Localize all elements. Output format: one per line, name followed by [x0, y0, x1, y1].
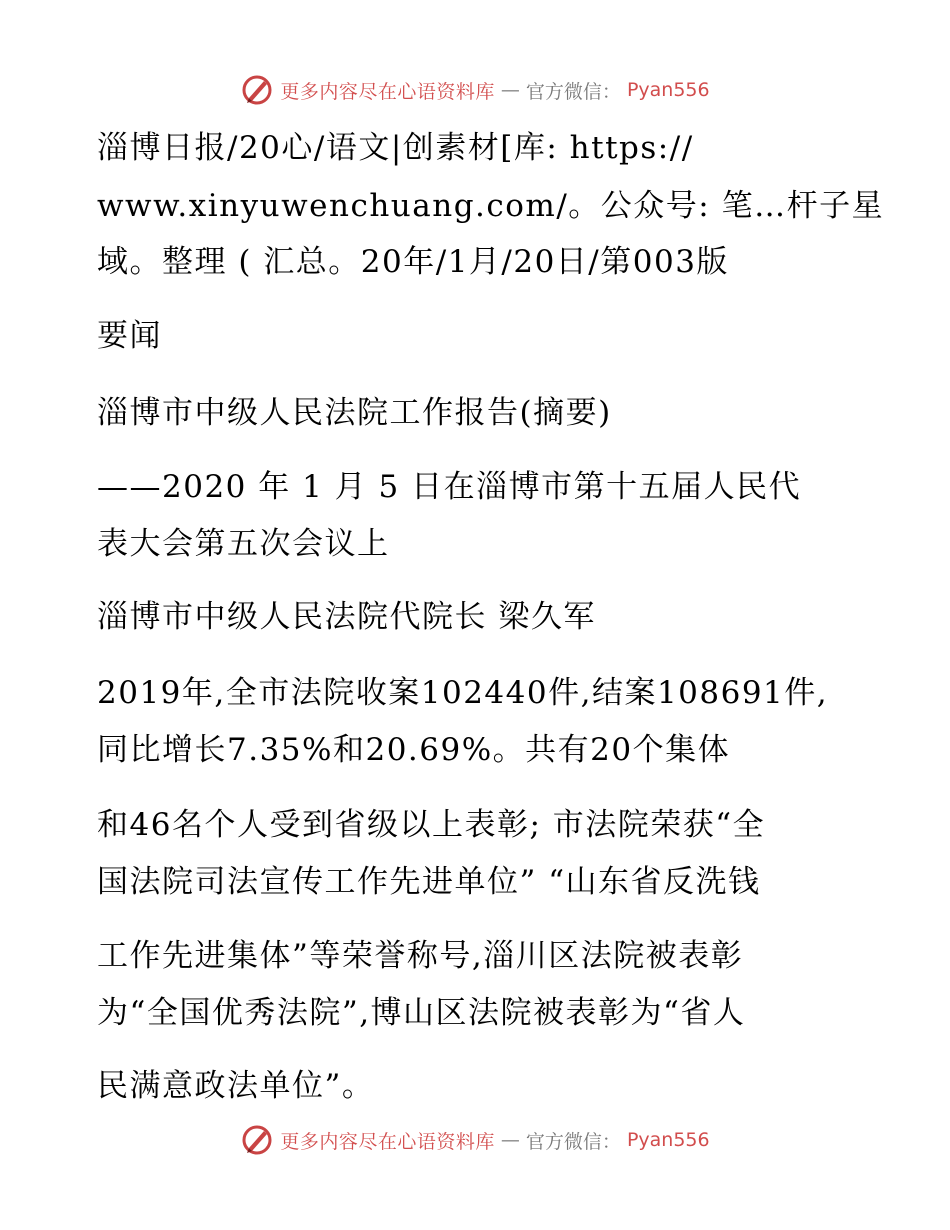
footer-watermark-banner [0, 1120, 950, 1160]
watermark-account: Pyan556 [626, 1129, 710, 1151]
text-line: 淄博日报/20心/语文|创素材[库: https:// [97, 130, 694, 166]
text-line: 2019年,全市法院收案102440件,结案108691件, [97, 675, 829, 711]
text-line: 民满意政法单位”。 [97, 1068, 375, 1104]
author-line: 淄博市中级人民法院代院长 梁久军 [97, 599, 596, 635]
watermark-group [240, 1123, 709, 1157]
pen-logo-icon [240, 73, 274, 107]
watermark-text: 更多内容尽在心语资料库 [280, 80, 495, 103]
watermark-dash: — [500, 79, 520, 101]
text-line: 域。整理 ( 汇总。20年/1月/20日/第003版 [97, 244, 729, 280]
text-line: 同比增长7.35%和20.69%。共有20个集体 [97, 732, 731, 768]
report-title: 淄博市中级人民法院工作报告(摘要) [97, 395, 612, 431]
text-line: 为“全国优秀法院”,博山区法院被表彰为“省人 [97, 995, 746, 1031]
text-line: 和46名个人受到省级以上表彰; 市法院荣获“全 [97, 807, 766, 843]
section-heading: 要闻 [97, 318, 162, 354]
header-watermark-banner [0, 70, 950, 110]
text-line: 国法院司法宣传工作先进单位” “山东省反洗钱 [97, 864, 761, 900]
watermark-official-label: 官方微信： [525, 1130, 621, 1153]
report-subtitle: 表大会第五次会议上 [97, 526, 390, 562]
text-line: www.xinyuwenchuang.com/。公众号: 笔…杆子星 [97, 188, 885, 224]
report-subtitle: ——2020 年 1 月 5 日在淄博市第十五届人民代 [97, 469, 802, 505]
pen-logo-icon [240, 1123, 274, 1157]
watermark-group [240, 73, 709, 107]
watermark-dash: — [500, 1129, 520, 1151]
watermark-official-label: 官方微信： [525, 80, 621, 103]
watermark-account: Pyan556 [626, 79, 710, 101]
text-line: 工作先进集体”等荣誉称号,淄川区法院被表彰 [97, 938, 744, 974]
watermark-text: 更多内容尽在心语资料库 [280, 1130, 495, 1153]
